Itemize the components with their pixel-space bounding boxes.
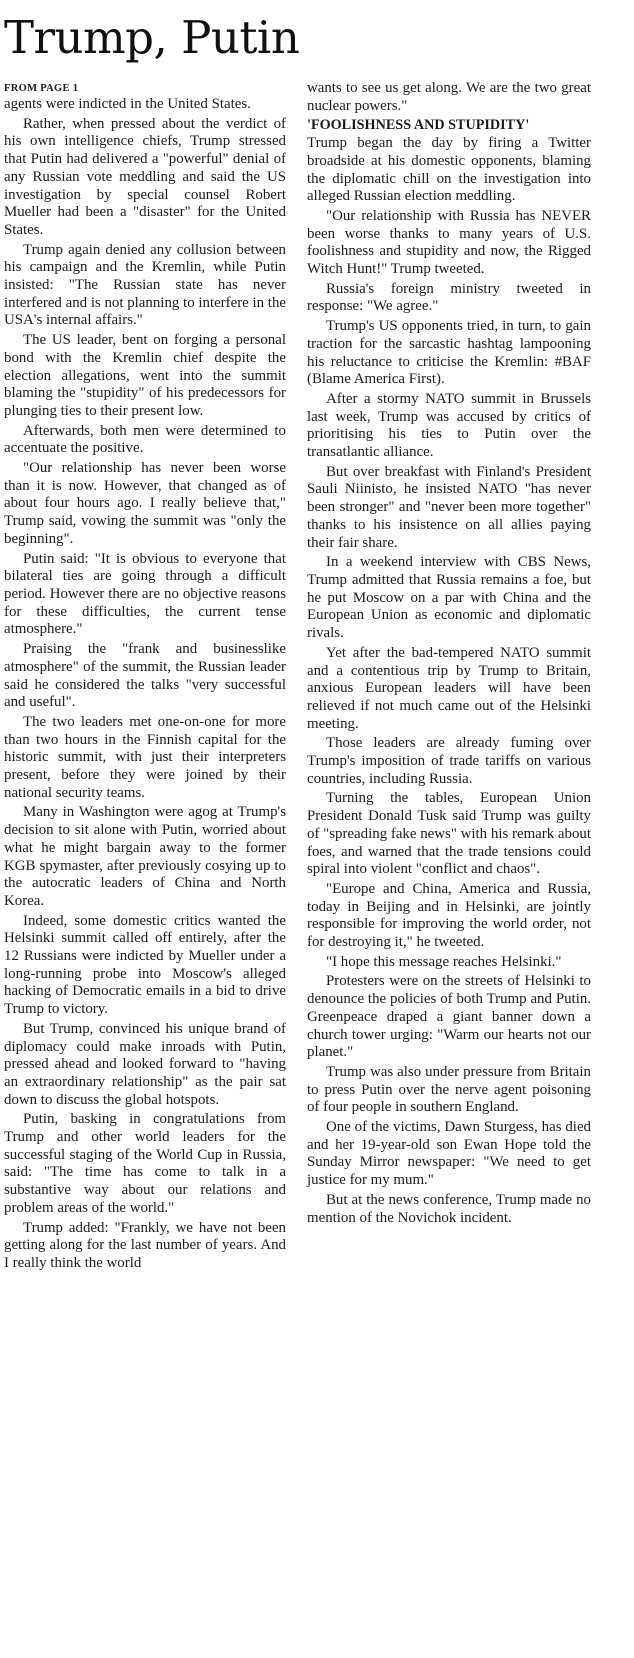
article-paragraph: Yet after the bad-tempered NATO summit and a contentious trip by Trump to Britain, anxious European leaders will have been relieved if not much came out of the Helsinki meeting. — [307, 644, 591, 732]
article-paragraph: Many in Washington were agog at Trump's decision to sit alone with Putin, worried about what he might bargain away to the former KGB spymaster, after previously cosying up to the autocratic leaders of China and North Korea. — [4, 804, 286, 909]
article-paragraph: One of the victims, Dawn Sturgess, has died and her 19-year-old son Ewan Hope told the Sunday Mirror newspaper: "We need to get justice for my mum." — [307, 1119, 591, 1189]
article-paragraph: Trump was also under pressure from Britain to press Putin over the nerve agent poisoning of four people in southern England. — [307, 1063, 591, 1116]
article-paragraph: But Trump, convinced his unique brand of diplomacy could make inroads with Putin, pressed ahead and looked forward to "having an extraordinary relationship" as the pair sat down to discuss the global hotspots. — [4, 1020, 286, 1108]
article-paragraph: The US leader, bent on forging a personal bond with the Kremlin chief despite the election allegations, went into the summit blaming the "stupidity" of his predecessors for plunging ties to their present low. — [4, 332, 286, 419]
article-paragraph: Putin said: "It is obvious to everyone that bilateral ties are going through a difficult period. However there are no objective reasons for these difficulties, the current tense atmosphere." — [4, 550, 286, 638]
article-paragraph: "Our relationship has never been worse than it is now. However, that changed as of about four hours ago. I really believe that," Trump said, vowing the summit was "only the beginning". — [4, 460, 286, 547]
right-column — [307, 80, 591, 1229]
right-paragraphs — [307, 135, 591, 1227]
article-paragraph: Trump again denied any collusion between his campaign and the Kremlin, while Putin insisted: "The Russian state has never interfered and is not planning to interfere in the USA's internal affairs." — [4, 241, 286, 329]
article-paragraph: But over breakfast with Finland's President Sauli Niinisto, he insisted NATO "has never been stronger" and "never been more together" thanks to his insistence on all allies paying their fair share. — [307, 463, 591, 551]
article-paragraph: "I hope this message reaches Helsinki." — [326, 953, 562, 970]
article-paragraph: After a stormy NATO summit in Brussels last week, Trump was accused by critics of prioritising his ties to Putin over the transatlantic alliance. — [307, 390, 591, 461]
article-paragraph: "Europe and China, America and Russia, today in Beijing and in Helsinki, are jointly responsible for improving the world order, not for destroying it," he tweeted. — [307, 880, 591, 951]
left-paragraphs — [4, 96, 286, 1273]
article-paragraph: Trump added: "Frankly, we have not been getting along for the last number of years. And I really think the world — [4, 1219, 286, 1271]
headline: Trump, Putin — [4, 11, 300, 64]
article-paragraph: "Our relationship with Russia has NEVER been worse thanks to many years of U.S. foolishness and stupidity and now, the Rigged Witch Hunt!" Trump tweeted. — [307, 207, 591, 278]
article-paragraph: In a weekend interview with CBS News, Trump admitted that Russia remains a foe, but he put Moscow on a par with China and the European Union as economic and diplomatic rivals. — [307, 554, 591, 642]
article-paragraph: But at the news conference, Trump made no mention of the Novichok incident. — [307, 1191, 591, 1226]
article-paragraph: Afterwards, both men were determined to accentuate the positive. — [4, 422, 286, 457]
article-paragraph: Those leaders are already fuming over Trump's imposition of trade tariffs on various countries, including Russia. — [307, 735, 591, 787]
article-paragraph: Praising the "frank and businesslike atmosphere" of the summit, the Russian leader said he considered the talks "very successful and useful". — [4, 641, 286, 711]
article-paragraph: Trump's US opponents tried, in turn, to gain traction for the sarcastic hashtag lampooning his reluctance to criticise the Kremlin: #BAF (Blame America First). — [307, 318, 591, 388]
article-paragraph: agents were indicted in the United States. — [4, 96, 251, 112]
article-paragraph: The two leaders met one-on-one for more than two hours in the Finnish capital for the historic summit, with just their interpreters present, before they were joined by their national security teams. — [4, 713, 286, 801]
continuation-kicker: FROM PAGE 1 — [4, 83, 79, 94]
article-paragraph: Rather, when pressed about the verdict of his own intelligence chiefs, Trump stressed that Putin had delivered a "powerful" denial of any Russian vote meddling and said the US investigation by special counsel Robert Mueller had been a "disaster" for the United States. — [4, 115, 286, 238]
left-column — [4, 80, 286, 1275]
article-paragraph: Russia's foreign ministry tweeted in response: "We agree." — [307, 280, 591, 315]
right-column-lead: wants to see us get along. We are the two great nuclear powers." — [307, 80, 591, 114]
article-paragraph: Putin, basking in congratulations from Trump and other world leaders for the successful staging of the World Cup in Russia, said: "The time has come to talk in a substantive way about our relations and problem areas of the world." — [4, 1111, 286, 1216]
article-paragraph: Turning the tables, European Union President Donald Tusk said Trump was guilty of "spreading fake news" with his remark about foes, and warned that the trade tensions could spiral into violent "conflict and chaos". — [307, 790, 591, 878]
article-paragraph: Protesters were on the streets of Helsinki to denounce the policies of both Trump and Putin. Greenpeace draped a giant banner down a church tower urging: "Warm our hearts not our planet." — [307, 973, 591, 1061]
section-subhead: 'FOOLISHNESS AND STUPIDITY' — [307, 117, 530, 134]
article-paragraph: Indeed, some domestic critics wanted the Helsinki summit called off entirely, after the 12 Russians were indicted by Mueller under a long-running probe into Moscow's alleged hacking of Democratic emails in a bid to drive Trump to victory. — [4, 912, 286, 1018]
article-paragraph: Trump began the day by firing a Twitter broadside at his domestic opponents, blaming the diplomatic chill on the investigation into alleged Russian election meddling. — [307, 135, 591, 205]
